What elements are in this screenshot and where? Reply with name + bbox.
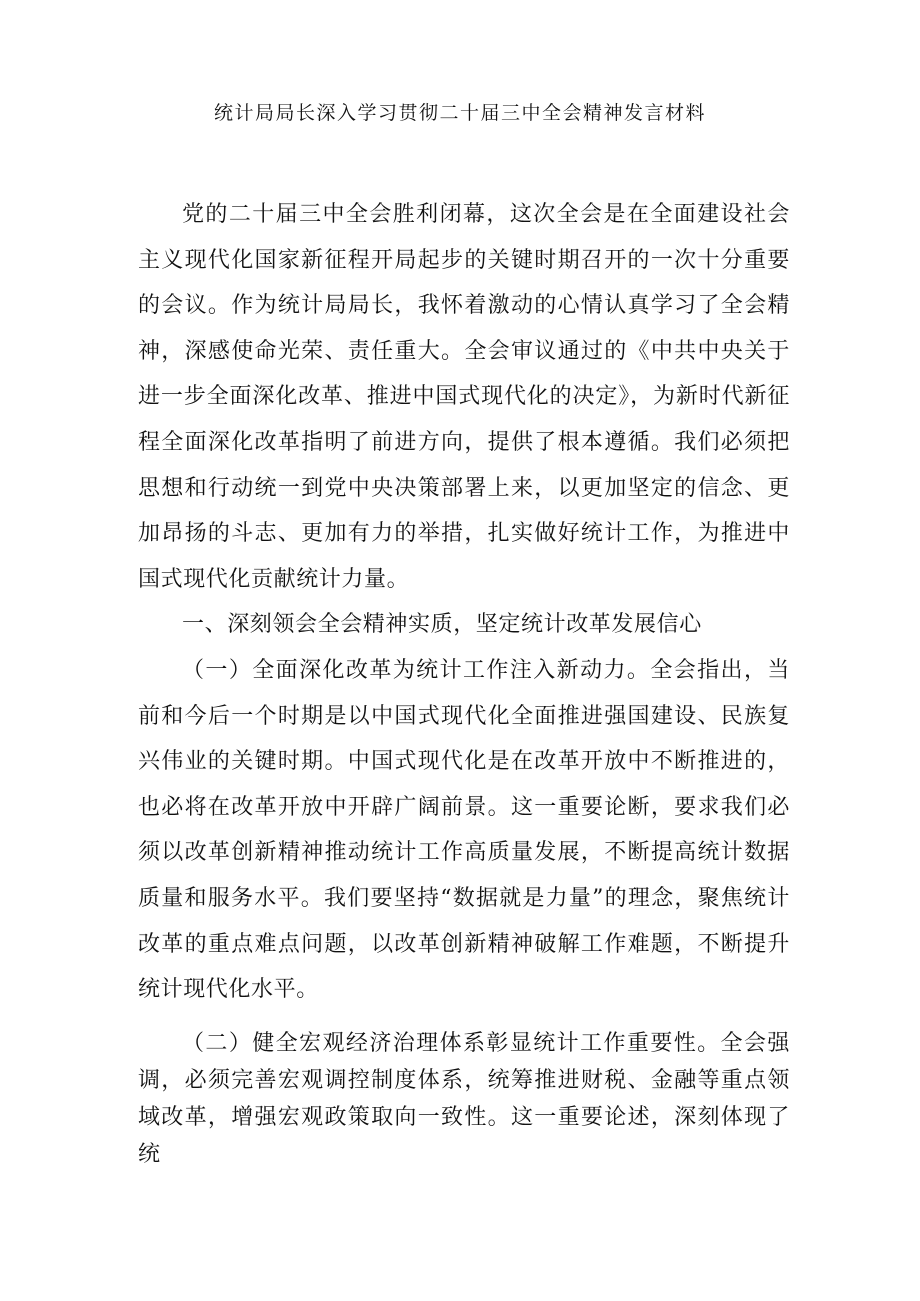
paragraph-subsection-2: （二）健全宏观经济治理体系彰显统计工作重要性。全会强调，必须完善宏观调控制度体系，统筹推进财税、金融等重点领域改革，增强宏观政策取向一致性。这一重要论述，深刻体现了统	[138, 1030, 790, 1167]
section-heading-1: 一、深刻领会全会精神实质，坚定统计改革发展信心	[182, 612, 702, 638]
document-body	[138, 192, 790, 1173]
document-title: 统计局局长深入学习贯彻二十届三中全会精神发言材料	[213, 102, 706, 124]
paragraph-subsection-1: （一）全面深化改革为统计工作注入新动力。全会指出，当前和今后一个时期是以中国式现代化全面推进强国建设、民族复兴伟业的关键时期。中国式现代化是在改革开放中不断推进的，也必将在改革开放中开辟广阔前景。这一重要论断，要求我们必须以改革创新精神推动统计工作高质量发展，不断提高统计数据质量和服务水平。我们要坚持“数据就是力量”的理念，聚焦统计改革的重点难点问题，以改革创新精神破解工作难题，不断提升统计现代化水平。	[138, 657, 790, 1003]
paragraph-intro: 党的二十届三中全会胜利闭幕，这次全会是在全面建设社会主义现代化国家新征程开局起步的关键时期召开的一次十分重要的会议。作为统计局局长，我怀着激动的心情认真学习了全会精神，深感使命光荣、责任重大。全会审议通过的《中共中央关于进一步全面深化改革、推进中国式现代化的决定》，为新时代新征程全面深化改革指明了前进方向，提供了根本遵循。我们必须把思想和行动统一到党中央决策部署上来，以更加坚定的信念、更加昂扬的斗志、更加有力的举措，扎实做好统计工作，为推进中国式现代化贡献统计力量。	[138, 202, 790, 592]
